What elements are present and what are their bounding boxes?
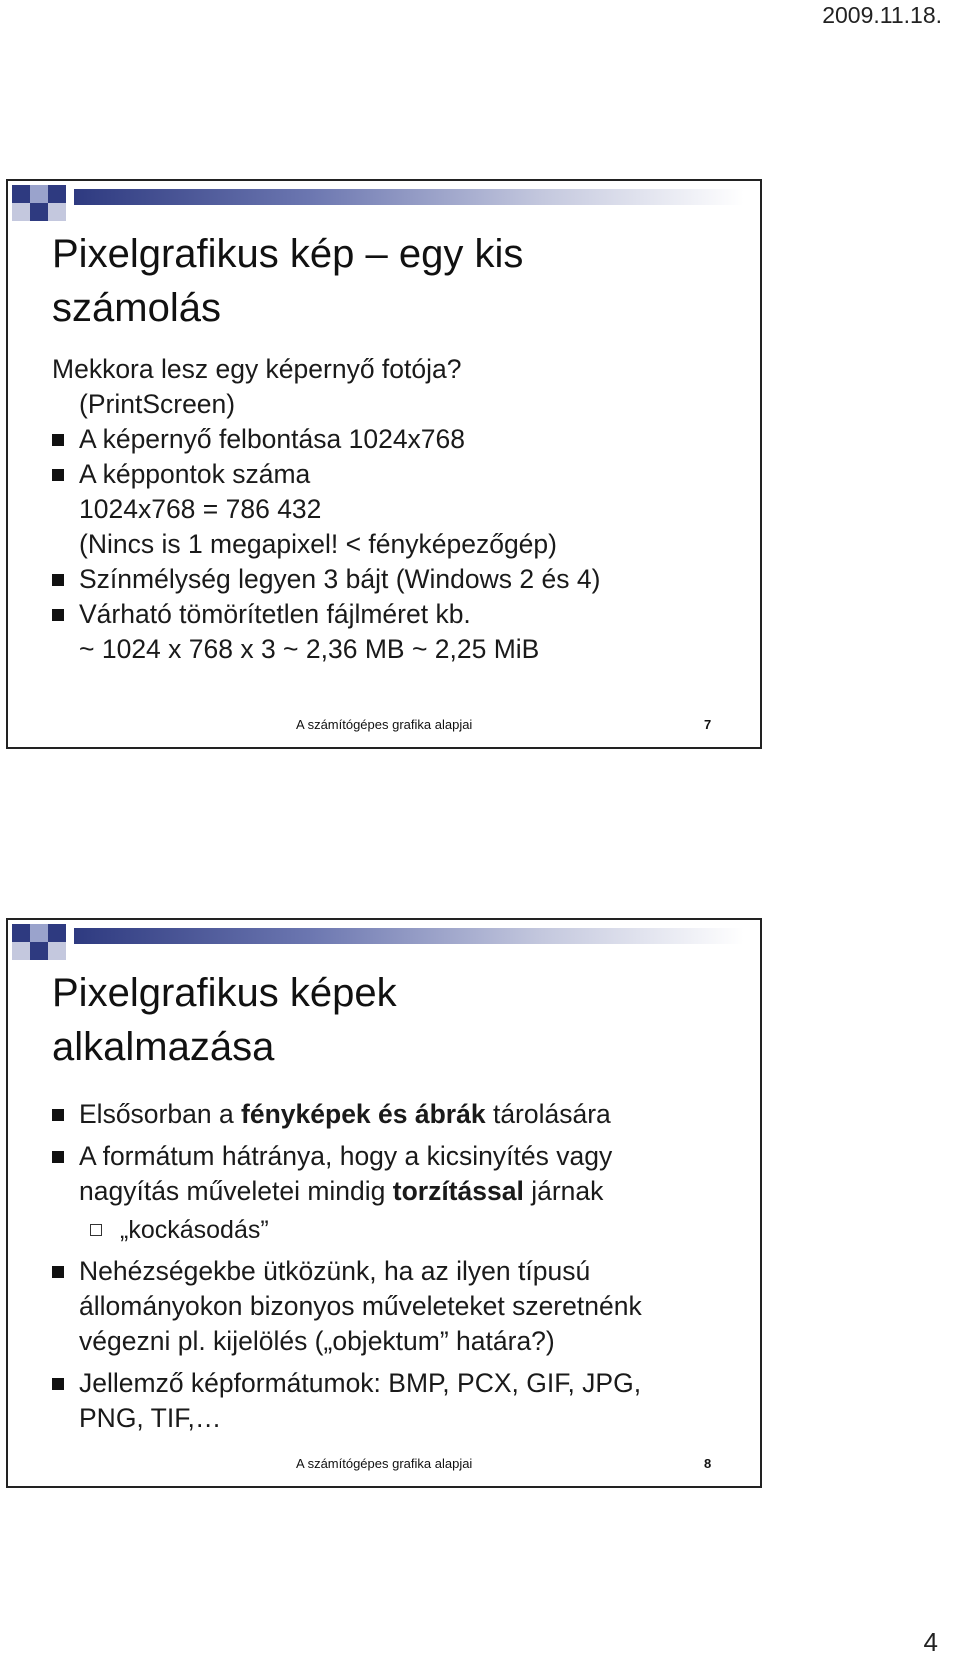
slide-number: 8 — [704, 1456, 712, 1471]
page-number: 4 — [923, 1627, 938, 1657]
square-bullet-icon — [52, 434, 64, 446]
sub-list-item: „kockásodás” — [52, 1213, 742, 1248]
square-bullet-icon — [52, 1266, 64, 1278]
hollow-square-bullet-icon — [90, 1224, 102, 1236]
list-item: A formátum hátránya, hogy a kicsinyítés vagy nagyítás műveletei mindig torzítással járnak — [52, 1139, 742, 1209]
intro-text: Mekkora lesz egy képernyő fotója? (PrintScreen) — [52, 354, 462, 419]
list-item: A képernyő felbontása 1024x768 — [52, 422, 742, 457]
slide-7 — [6, 179, 762, 749]
list-item: Jellemző képformátumok: BMP, PCX, GIF, JPG, PNG, TIF,… — [52, 1366, 742, 1436]
square-bullet-icon — [52, 1109, 64, 1121]
list-item: Nehézségekbe ütközünk, ha az ilyen típusú állományokon bizonyos műveleteket szeretnénk végezni pl. kijelölés („objektum” határa?) — [52, 1254, 742, 1359]
list-item: Színmélység legyen 3 bájt (Windows 2 és 4) — [52, 562, 742, 597]
slide-footer — [8, 1454, 760, 1474]
slide-body — [52, 1097, 742, 1436]
square-bullet-icon — [52, 574, 64, 586]
square-bullet-icon — [52, 469, 64, 481]
square-bullet-icon — [52, 1151, 64, 1163]
square-bullet-icon — [52, 609, 64, 621]
slide-number: 7 — [704, 717, 712, 732]
slide-footer — [8, 715, 760, 735]
slide-8 — [6, 918, 762, 1488]
list-item: A képpontok száma 1024x768 = 786 432 (Nincs is 1 megapixel! < fényképezőgép) — [52, 457, 742, 562]
slide-body — [52, 352, 742, 667]
list-item: Várható tömörítetlen fájlméret kb. ~ 1024 x 768 x 3 ~ 2,36 MB ~ 2,25 MiB — [52, 597, 742, 667]
slide-title: Pixelgrafikus kép – egy kis számolás — [52, 232, 524, 330]
slide-decoration — [12, 185, 752, 229]
footer-text: A számítógépes grafika alapjai — [296, 1456, 473, 1471]
footer-text: A számítógépes grafika alapjai — [296, 717, 473, 732]
slide-decoration — [12, 924, 752, 968]
slide-title: Pixelgrafikus képek alkalmazása — [52, 971, 397, 1069]
list-item: Elsősorban a fényképek és ábrák tárolására — [52, 1097, 742, 1132]
page-date: 2009.11.18. — [822, 2, 942, 28]
square-bullet-icon — [52, 1378, 64, 1390]
